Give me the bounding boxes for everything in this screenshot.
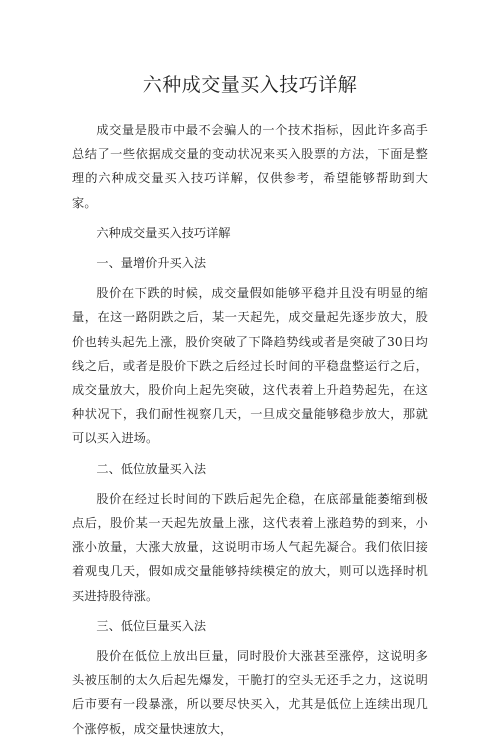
document-body xyxy=(72,118,428,747)
intro-paragraph: 成交量是股市中最不会骗人的一个技术指标，因此许多高手总结了一些依据成交量的变动状况来买入股票的方法，下面是整理的六种成交量买入技巧详解，仅供参考，希望能够帮助到大家。 xyxy=(72,123,428,210)
section-3-heading: 三、低位巨量买入法 xyxy=(96,618,207,633)
subtitle-heading: 六种成交量买入技巧详解 xyxy=(96,225,231,240)
section-2-paragraph: 股价在经过长时间的下跌后起先企稳，在底部量能萎缩到极点后，股价某一天起先放量上涨，这代表着上涨趋势的到来，小涨小放量，大涨大放量，这说明市场人气起先凝合。我们依旧接着观曳几天，假如成交量能够持续模定的放大，则可以选择时机买进持股待涨。 xyxy=(72,491,428,603)
section-1-paragraph: 股价在下跌的时候，成交量假如能够平稳并且没有明显的缩量，在这一路阴跌之后，某一天起先，成交量起先逐步放大，股价也转头起先上涨，股价突破了下降趋势线或者是突破了30日均线之后，或者是股价下跌之后经过长时间的平稳盘整运行之后，成交量放大，股价向上起先突破，这代表着上升趋势起先，在这种状况下，我们耐性视察几天，一旦成交量能够稳步放大，那就可以买入进场。 xyxy=(72,286,428,446)
section-1-heading: 一、量增价升买入法 xyxy=(96,256,207,271)
document-title: 六种成交量买入技巧详解 xyxy=(142,74,358,96)
section-3-paragraph: 股价在低位上放出巨量，同时股价大涨甚至涨停，这说明多头被压制的太久后起先爆发，干脆打的空头无还手之力，这说明后市要有一段暴涨，所以要尽快买入，尤其是低位上连续出现几个涨停板，成交量快速放大， xyxy=(72,649,428,736)
section-2-heading: 二、低位放量买入法 xyxy=(96,461,207,476)
